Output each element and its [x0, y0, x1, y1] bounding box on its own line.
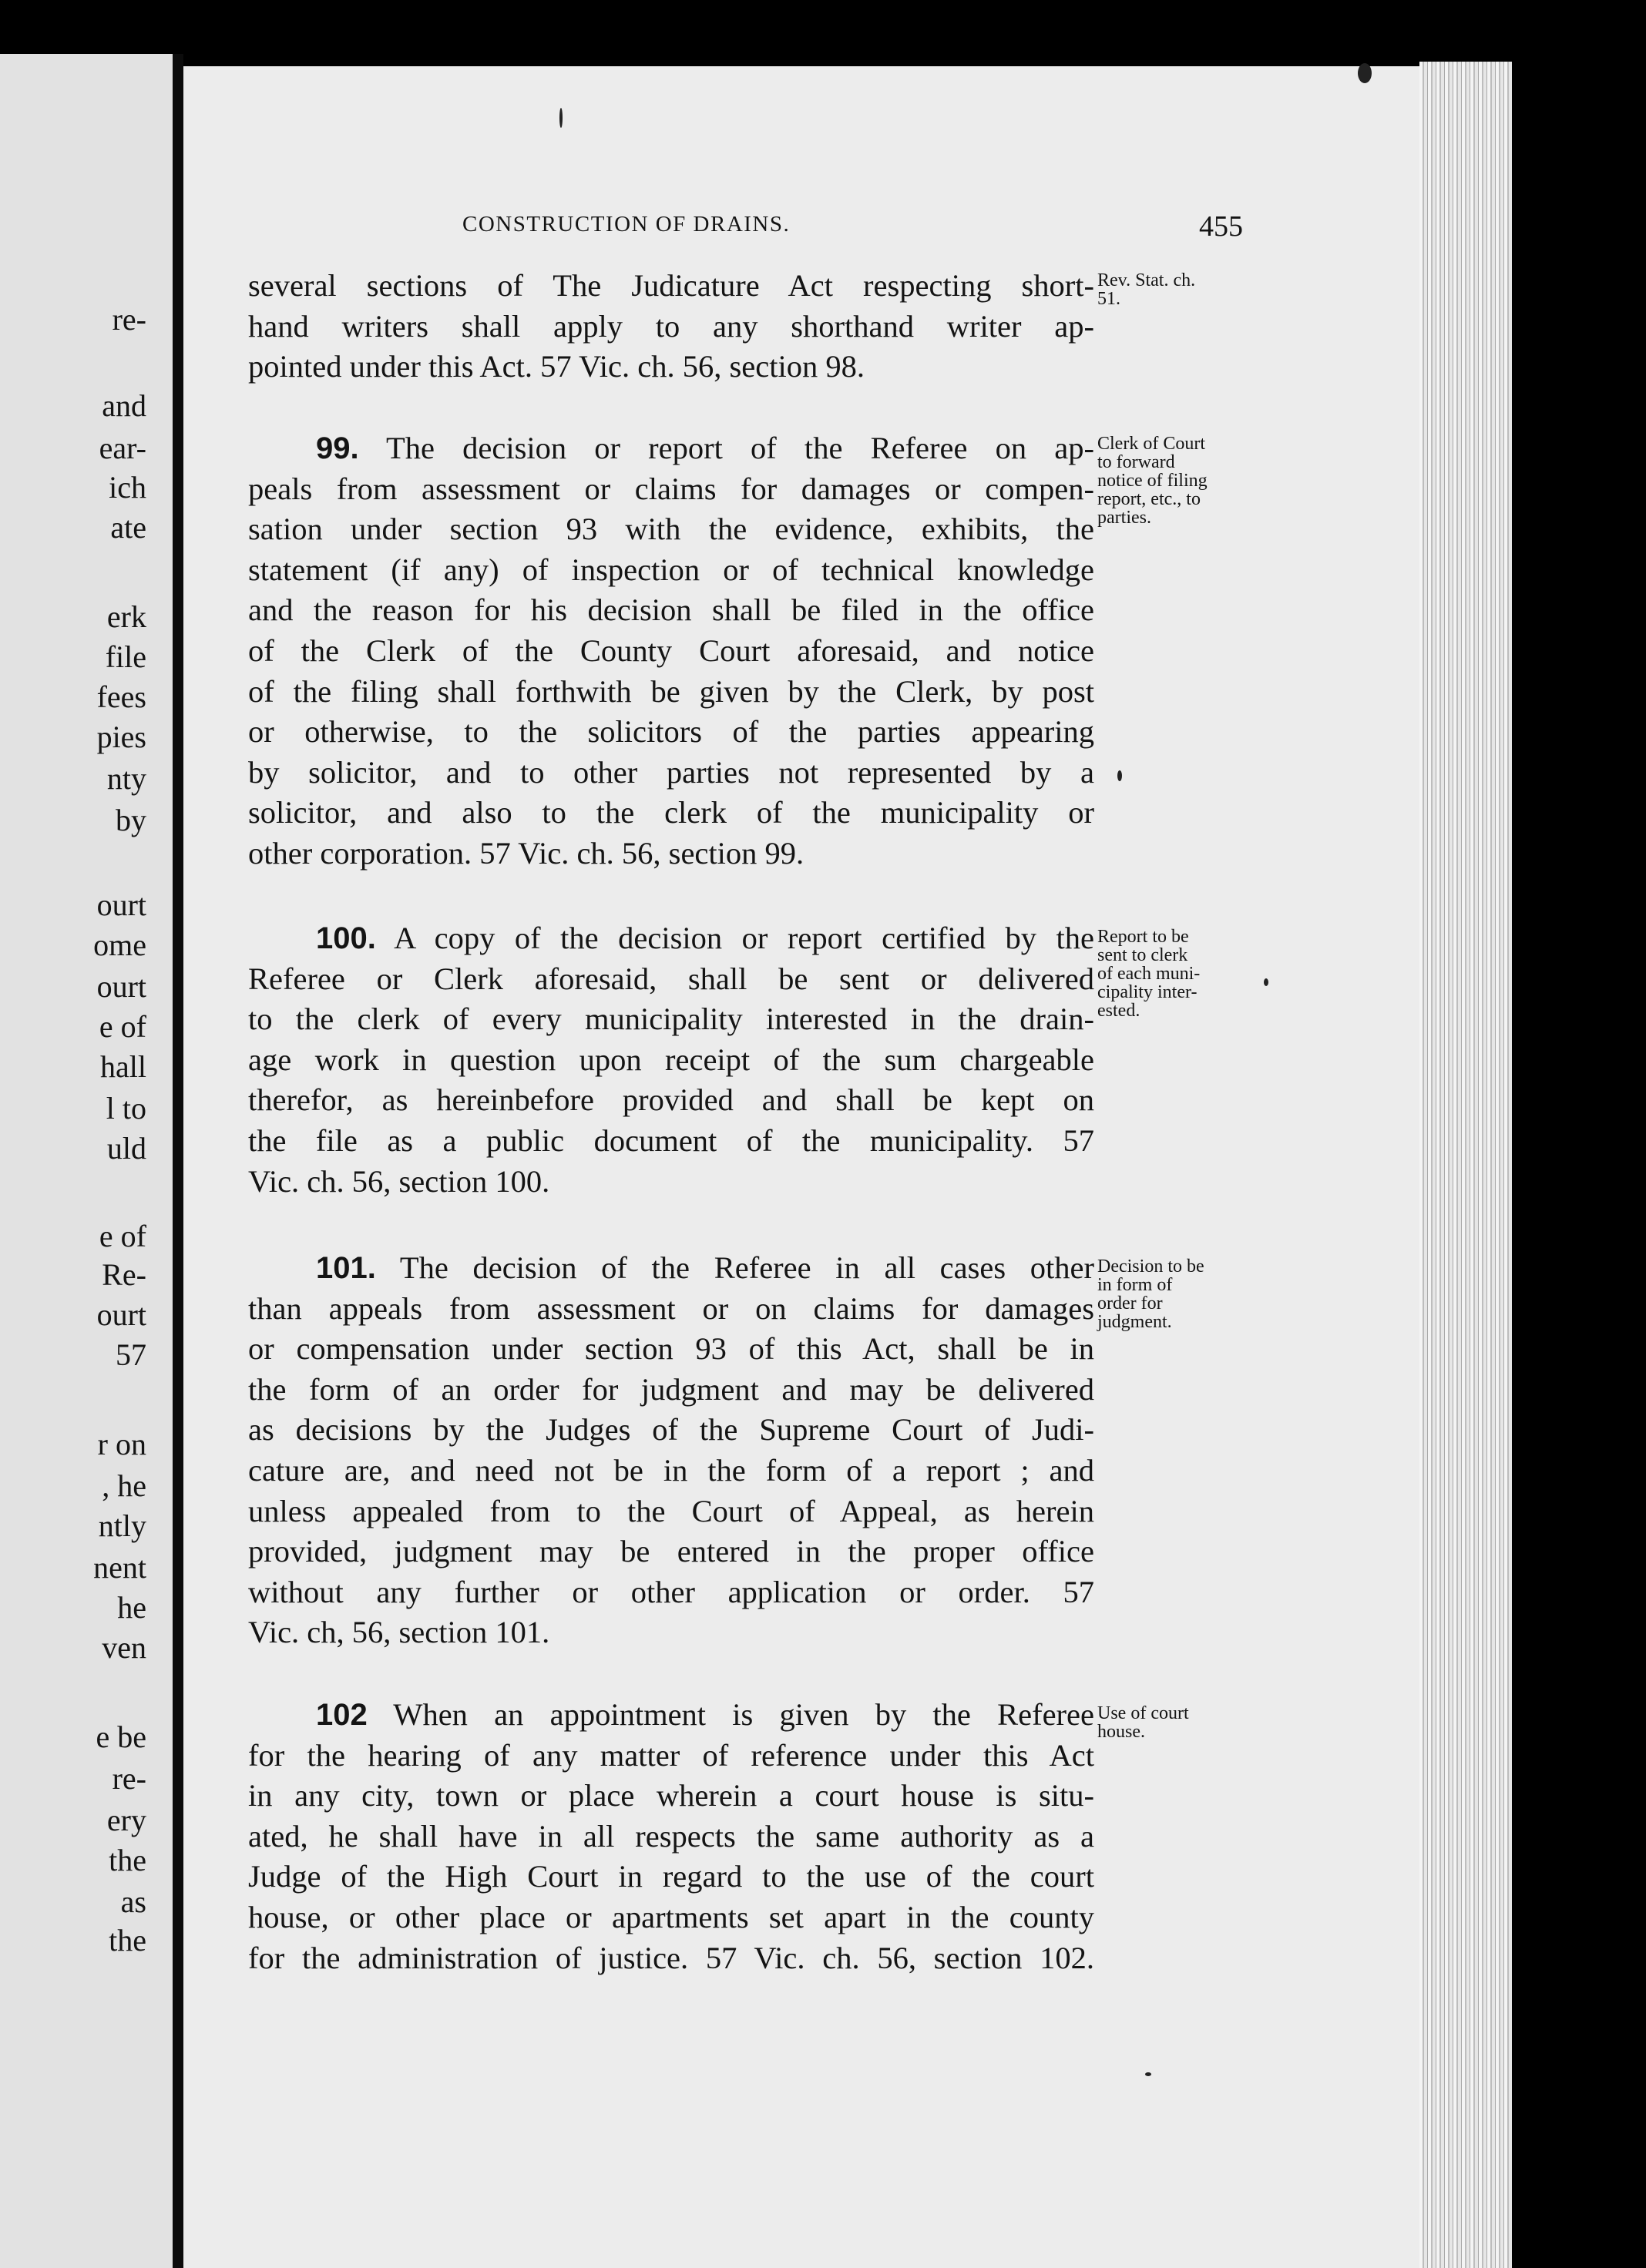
left-page-line: r on — [97, 1427, 146, 1461]
left-page-line: pies — [96, 720, 146, 754]
text-line: house, or other place or apartments set apart in the county — [248, 1899, 1094, 1934]
book-gutter — [173, 54, 183, 2268]
margin-note-line: parties. — [1097, 508, 1151, 528]
margin-note-line: 51. — [1097, 289, 1120, 309]
page-number: 455 — [1199, 210, 1243, 243]
margin-note-line: Decision to be — [1097, 1256, 1204, 1277]
text-line: for the hearing of any matter of reference under this Act — [248, 1737, 1094, 1773]
text-line — [248, 1695, 1094, 1736]
left-page-line: l to — [106, 1091, 146, 1126]
text-line: provided, judgment may be entered in the proper office — [248, 1534, 1094, 1569]
text-line: by solicitor, and to other parties not represented by a — [248, 754, 1094, 790]
text-line — [248, 918, 1094, 959]
text-line — [248, 428, 1094, 469]
left-page-line: ourt — [96, 1297, 146, 1332]
left-page-line: erk — [106, 599, 146, 634]
left-page-line: the — [109, 1843, 146, 1877]
left-page-line: ourt — [96, 887, 146, 922]
section-102-text — [248, 1695, 1094, 1978]
text-line: without any further or other application or order. 57 — [248, 1574, 1094, 1609]
left-page-line: the — [109, 1923, 146, 1958]
margin-note-line: notice of filing — [1097, 471, 1208, 491]
text-line: as decisions by the Judges of the Supreme Court of Judi- — [248, 1412, 1094, 1448]
text-line-content: The decision of the Referee in all cases other — [399, 1250, 1094, 1285]
section-number: 102 — [316, 1698, 368, 1732]
left-page-line: re- — [112, 302, 146, 337]
left-page-line: ear- — [99, 431, 146, 465]
text-line: of the Clerk of the County Court aforesaid, and notice — [248, 632, 1094, 668]
left-page-line: as — [120, 1884, 146, 1919]
left-page-line: ate — [110, 510, 146, 545]
text-line: ated, he shall have in all respects the same authority as a — [248, 1818, 1094, 1854]
left-page-line: file — [105, 639, 146, 674]
left-page-line: re- — [112, 1761, 146, 1796]
scan-speck — [1145, 2072, 1151, 2076]
margin-note-line: to forward — [1097, 452, 1175, 472]
left-page-line: , he — [102, 1468, 146, 1503]
left-page-line: nent — [93, 1550, 146, 1585]
section-100-text — [248, 918, 1094, 1202]
section-number: 99. — [316, 431, 359, 465]
page-edges — [1419, 62, 1512, 2268]
left-page-line: ntly — [98, 1508, 146, 1543]
left-page-line: by — [116, 803, 146, 837]
left-page-line: e of — [99, 1219, 146, 1253]
left-page-line: Re- — [102, 1257, 146, 1292]
text-line: Vic. ch, 56, section 101. — [248, 1615, 550, 1650]
text-line: solicitor, and also to the clerk of the municipality or — [248, 795, 1094, 830]
margin-note-section-102 — [1097, 1704, 1251, 1741]
text-line: Judge of the High Court in regard to the use of the court — [248, 1859, 1094, 1894]
left-page-line: ich — [109, 470, 146, 505]
text-line: Vic. ch. 56, section 100. — [248, 1163, 550, 1199]
left-page-line: ven — [102, 1630, 146, 1665]
margin-note-section-101 — [1097, 1257, 1251, 1331]
scan-speck — [1264, 978, 1268, 986]
text-line: statement (if any) of inspection or of technical knowledge — [248, 552, 1094, 587]
left-page-line: nty — [106, 761, 146, 796]
left-page-line: e be — [96, 1719, 146, 1754]
text-line-content: A copy of the decision or report certified by the — [394, 921, 1094, 955]
left-page-line: e of — [99, 1009, 146, 1044]
margin-note-line: order for — [1097, 1293, 1163, 1313]
section-number: 101. — [316, 1251, 376, 1285]
margin-note-line: sent to clerk — [1097, 945, 1188, 965]
text-line: to the clerk of every municipality interested in the drain- — [248, 1001, 1094, 1037]
text-line: unless appealed from to the Court of Appeal, as herein — [248, 1493, 1094, 1528]
running-head: CONSTRUCTION OF DRAINS. — [462, 212, 791, 237]
left-page-line: and — [102, 388, 146, 423]
text-line: or otherwise, to the solicitors of the parties appearing — [248, 714, 1094, 750]
text-line: the form of an order for judgment and may be delivered — [248, 1371, 1094, 1407]
left-page-fragment — [0, 54, 173, 2268]
margin-note-section-99 — [1097, 434, 1251, 527]
left-page-line: hall — [100, 1049, 146, 1084]
text-line: age work in question upon receipt of the sum chargeable — [248, 1042, 1094, 1077]
text-line — [248, 1248, 1094, 1289]
margin-note-section-98 — [1097, 271, 1251, 308]
margin-note-line: in form of — [1097, 1275, 1173, 1295]
section-101-text — [248, 1248, 1094, 1653]
section-99-text — [248, 428, 1094, 874]
margin-note-line: judgment. — [1097, 1312, 1172, 1332]
text-line: of the filing shall forthwith be given by the Clerk, by post — [248, 673, 1094, 709]
text-line: sation under section 93 with the evidence, exhibits, the — [248, 512, 1094, 547]
text-line: for the administration of justice. 57 Vic. ch. 56, section 102. — [248, 1940, 1094, 1975]
text-line-content: The decision or report of the Referee on ap- — [386, 431, 1094, 465]
text-line: Referee or Clerk aforesaid, shall be sent or delivered — [248, 961, 1094, 996]
section-number: 100. — [316, 921, 376, 955]
margin-note-line: Rev. Stat. ch. — [1097, 270, 1196, 290]
text-line: cature are, and need not be in the form of a report ; and — [248, 1452, 1094, 1488]
text-line: than appeals from assessment or on claims for damages — [248, 1290, 1094, 1326]
text-line: or compensation under section 93 of this Act, shall be in — [248, 1331, 1094, 1367]
text-line: in any city, town or place wherein a court house is situ- — [248, 1778, 1094, 1813]
margin-note-line: Clerk of Court — [1097, 434, 1205, 454]
text-line: therefor, as hereinbefore provided and shall be kept on — [248, 1082, 1094, 1118]
left-page-line: 57 — [116, 1337, 146, 1372]
left-page-line: ery — [106, 1803, 146, 1837]
margin-note-line: of each muni- — [1097, 964, 1201, 984]
margin-note-line: cipality inter- — [1097, 982, 1198, 1002]
scan-speck — [559, 108, 563, 128]
scan-speck — [1117, 770, 1122, 781]
margin-note-line: Use of court — [1097, 1703, 1189, 1723]
text-line: several sections of The Judicature Act respecting short- — [248, 268, 1094, 303]
text-line: the file as a public document of the municipality. 57 — [248, 1122, 1094, 1158]
text-line: other corporation. 57 Vic. ch. 56, section 99. — [248, 835, 805, 871]
margin-note-line: Report to be — [1097, 927, 1189, 947]
left-page-line: he — [117, 1590, 146, 1625]
margin-note-line: ested. — [1097, 1001, 1140, 1021]
margin-note-line: report, etc., to — [1097, 489, 1201, 509]
text-line: and the reason for his decision shall be filed in the office — [248, 592, 1094, 628]
left-page-line: ome — [93, 928, 146, 962]
left-page-line: uld — [106, 1131, 146, 1166]
text-line: hand writers shall apply to any shorthand writer ap- — [248, 308, 1094, 344]
margin-note-section-100 — [1097, 928, 1251, 1020]
section-98-text — [248, 266, 1094, 388]
margin-note-line: house. — [1097, 1722, 1145, 1742]
left-page-line: fees — [96, 679, 146, 714]
text-line: pointed under this Act. 57 Vic. ch. 56, section 98. — [248, 349, 865, 384]
left-page-line: ourt — [96, 969, 146, 1004]
scan-speck — [1358, 63, 1372, 83]
text-line-content: When an appointment is given by the Referee — [393, 1697, 1094, 1732]
text-line: peals from assessment or claims for damages or compen- — [248, 471, 1094, 506]
